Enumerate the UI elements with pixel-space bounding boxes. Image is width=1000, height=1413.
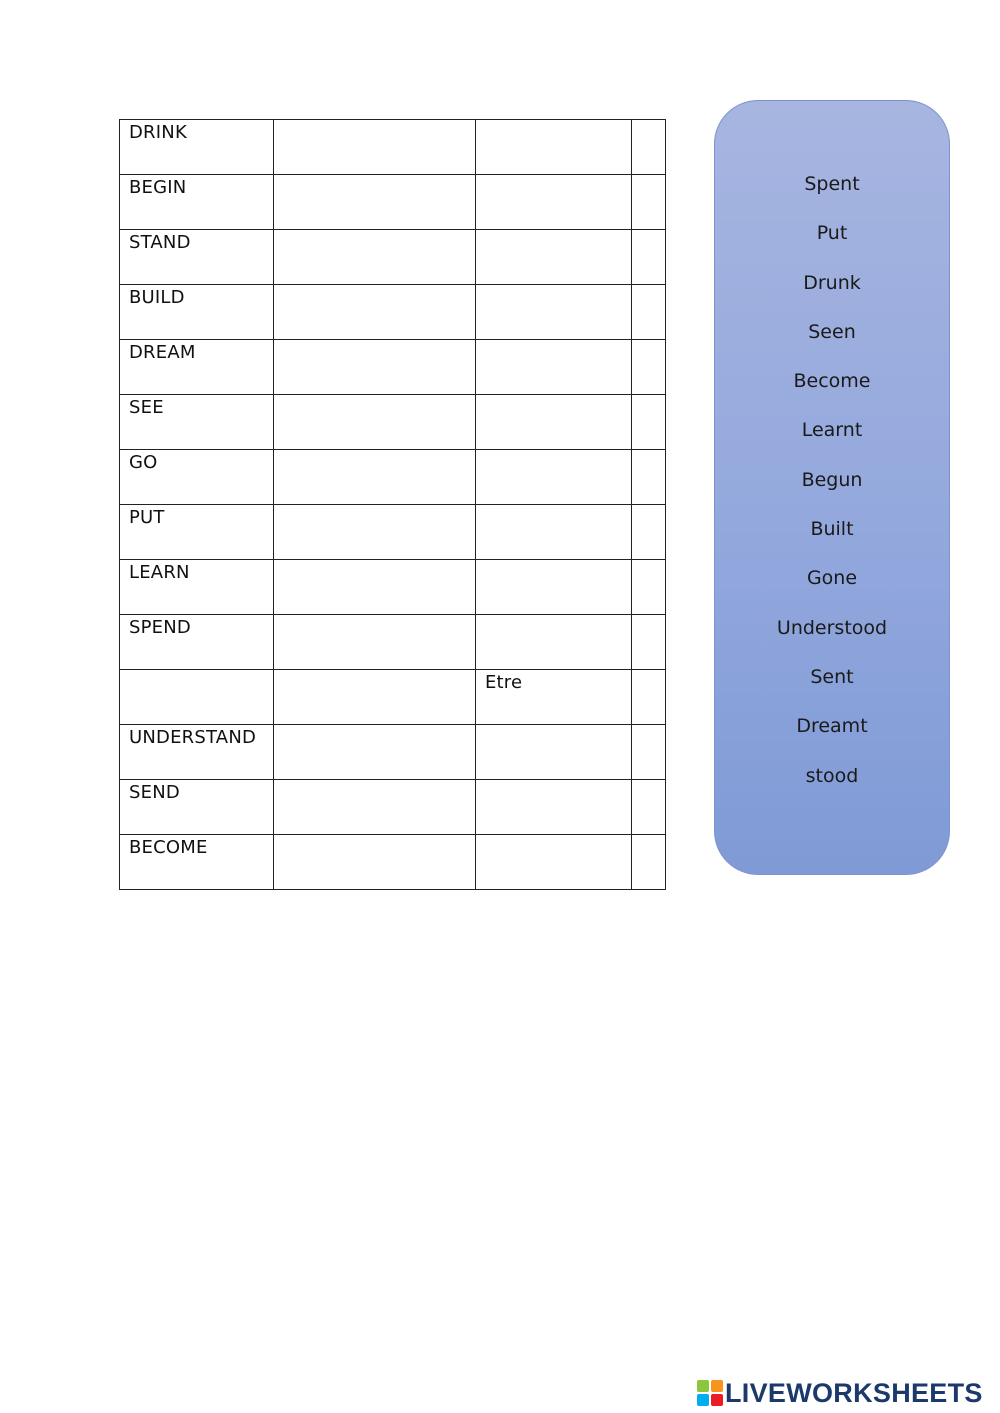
answer-cell-past[interactable] bbox=[273, 560, 475, 615]
verb-cell: UNDERSTAND bbox=[120, 725, 274, 780]
word-bank-item[interactable]: Understood bbox=[776, 616, 888, 639]
answer-cell-translation[interactable] bbox=[475, 230, 631, 285]
answer-cell-verb[interactable] bbox=[120, 670, 274, 725]
answer-cell-past[interactable] bbox=[273, 670, 475, 725]
word-bank-item[interactable]: Sent bbox=[810, 665, 854, 688]
answer-cell-past[interactable] bbox=[273, 340, 475, 395]
answer-cell-past[interactable] bbox=[273, 615, 475, 670]
word-bank-list bbox=[715, 170, 949, 811]
table-row bbox=[120, 560, 666, 615]
check-cell bbox=[631, 505, 665, 560]
liveworksheets-logo bbox=[697, 1378, 983, 1408]
answer-cell-translation[interactable] bbox=[475, 835, 631, 890]
verb-table-body bbox=[120, 120, 666, 890]
answer-cell-past[interactable] bbox=[273, 230, 475, 285]
verb-cell: GO bbox=[120, 450, 274, 505]
verb-cell: SEND bbox=[120, 780, 274, 835]
check-cell bbox=[631, 230, 665, 285]
word-bank-item[interactable]: Seen bbox=[808, 320, 856, 343]
answer-cell-translation[interactable] bbox=[475, 450, 631, 505]
liveworksheets-logo-icon bbox=[697, 1380, 723, 1406]
verb-cell: BECOME bbox=[120, 835, 274, 890]
table-row bbox=[120, 615, 666, 670]
table-row bbox=[120, 450, 666, 505]
answer-cell-past[interactable] bbox=[273, 505, 475, 560]
word-bank-item[interactable]: Spent bbox=[804, 173, 860, 195]
answer-cell-translation[interactable] bbox=[475, 560, 631, 615]
answer-cell-past[interactable] bbox=[273, 835, 475, 890]
answer-cell-past[interactable] bbox=[273, 450, 475, 505]
word-bank-item[interactable]: Learnt bbox=[801, 419, 863, 442]
verb-cell: PUT bbox=[120, 505, 274, 560]
answer-cell-translation[interactable] bbox=[475, 395, 631, 450]
word-bank-item[interactable]: Built bbox=[810, 518, 854, 541]
answer-cell-past[interactable] bbox=[273, 175, 475, 230]
answer-cell-past[interactable] bbox=[273, 780, 475, 835]
answer-cell-translation[interactable] bbox=[475, 505, 631, 560]
check-cell bbox=[631, 450, 665, 505]
verb-cell: DRINK bbox=[120, 120, 274, 175]
table-row bbox=[120, 340, 666, 395]
word-bank-item[interactable]: Drunk bbox=[803, 271, 861, 294]
check-cell bbox=[631, 120, 665, 175]
verb-cell: DREAM bbox=[120, 340, 274, 395]
verb-cell: BUILD bbox=[120, 285, 274, 340]
check-cell bbox=[631, 835, 665, 890]
answer-cell-past[interactable] bbox=[273, 725, 475, 780]
table-row bbox=[120, 670, 666, 725]
verb-cell: BEGIN bbox=[120, 175, 274, 230]
word-bank-item[interactable]: Gone bbox=[806, 567, 858, 590]
check-cell bbox=[631, 395, 665, 450]
check-cell bbox=[631, 285, 665, 340]
answer-cell-translation[interactable] bbox=[475, 780, 631, 835]
table-row bbox=[120, 505, 666, 560]
check-cell bbox=[631, 725, 665, 780]
word-bank-item[interactable]: Dreamt bbox=[796, 715, 868, 738]
answer-cell-translation[interactable] bbox=[475, 615, 631, 670]
word-bank-item[interactable]: stood bbox=[805, 764, 859, 787]
brand-text: LIVEWORKSHEETS bbox=[725, 1377, 983, 1408]
table-row bbox=[120, 120, 666, 175]
verb-cell: SPEND bbox=[120, 615, 274, 670]
verb-table bbox=[119, 119, 666, 890]
check-cell bbox=[631, 780, 665, 835]
verb-cell: STAND bbox=[120, 230, 274, 285]
table-row bbox=[120, 780, 666, 835]
check-cell bbox=[631, 670, 665, 725]
table-row bbox=[120, 725, 666, 780]
word-bank-item[interactable]: Become bbox=[793, 370, 871, 393]
check-cell bbox=[631, 615, 665, 670]
answer-cell-past[interactable] bbox=[273, 395, 475, 450]
table-row bbox=[120, 835, 666, 890]
translation-cell: Etre bbox=[475, 670, 631, 725]
answer-cell-translation[interactable] bbox=[475, 175, 631, 230]
answer-cell-past[interactable] bbox=[273, 120, 475, 175]
table-row bbox=[120, 175, 666, 230]
answer-cell-translation[interactable] bbox=[475, 725, 631, 780]
verb-cell: SEE bbox=[120, 395, 274, 450]
table-row bbox=[120, 230, 666, 285]
answer-cell-past[interactable] bbox=[273, 285, 475, 340]
check-cell bbox=[631, 340, 665, 395]
verb-cell: LEARN bbox=[120, 560, 274, 615]
answer-cell-translation[interactable] bbox=[475, 285, 631, 340]
word-bank bbox=[714, 100, 950, 875]
word-bank-item[interactable]: Begun bbox=[801, 468, 863, 491]
answer-cell-translation[interactable] bbox=[475, 120, 631, 175]
table-row bbox=[120, 285, 666, 340]
table-row bbox=[120, 395, 666, 450]
word-bank-item[interactable]: Put bbox=[816, 222, 848, 245]
check-cell bbox=[631, 175, 665, 230]
check-cell bbox=[631, 560, 665, 615]
answer-cell-translation[interactable] bbox=[475, 340, 631, 395]
